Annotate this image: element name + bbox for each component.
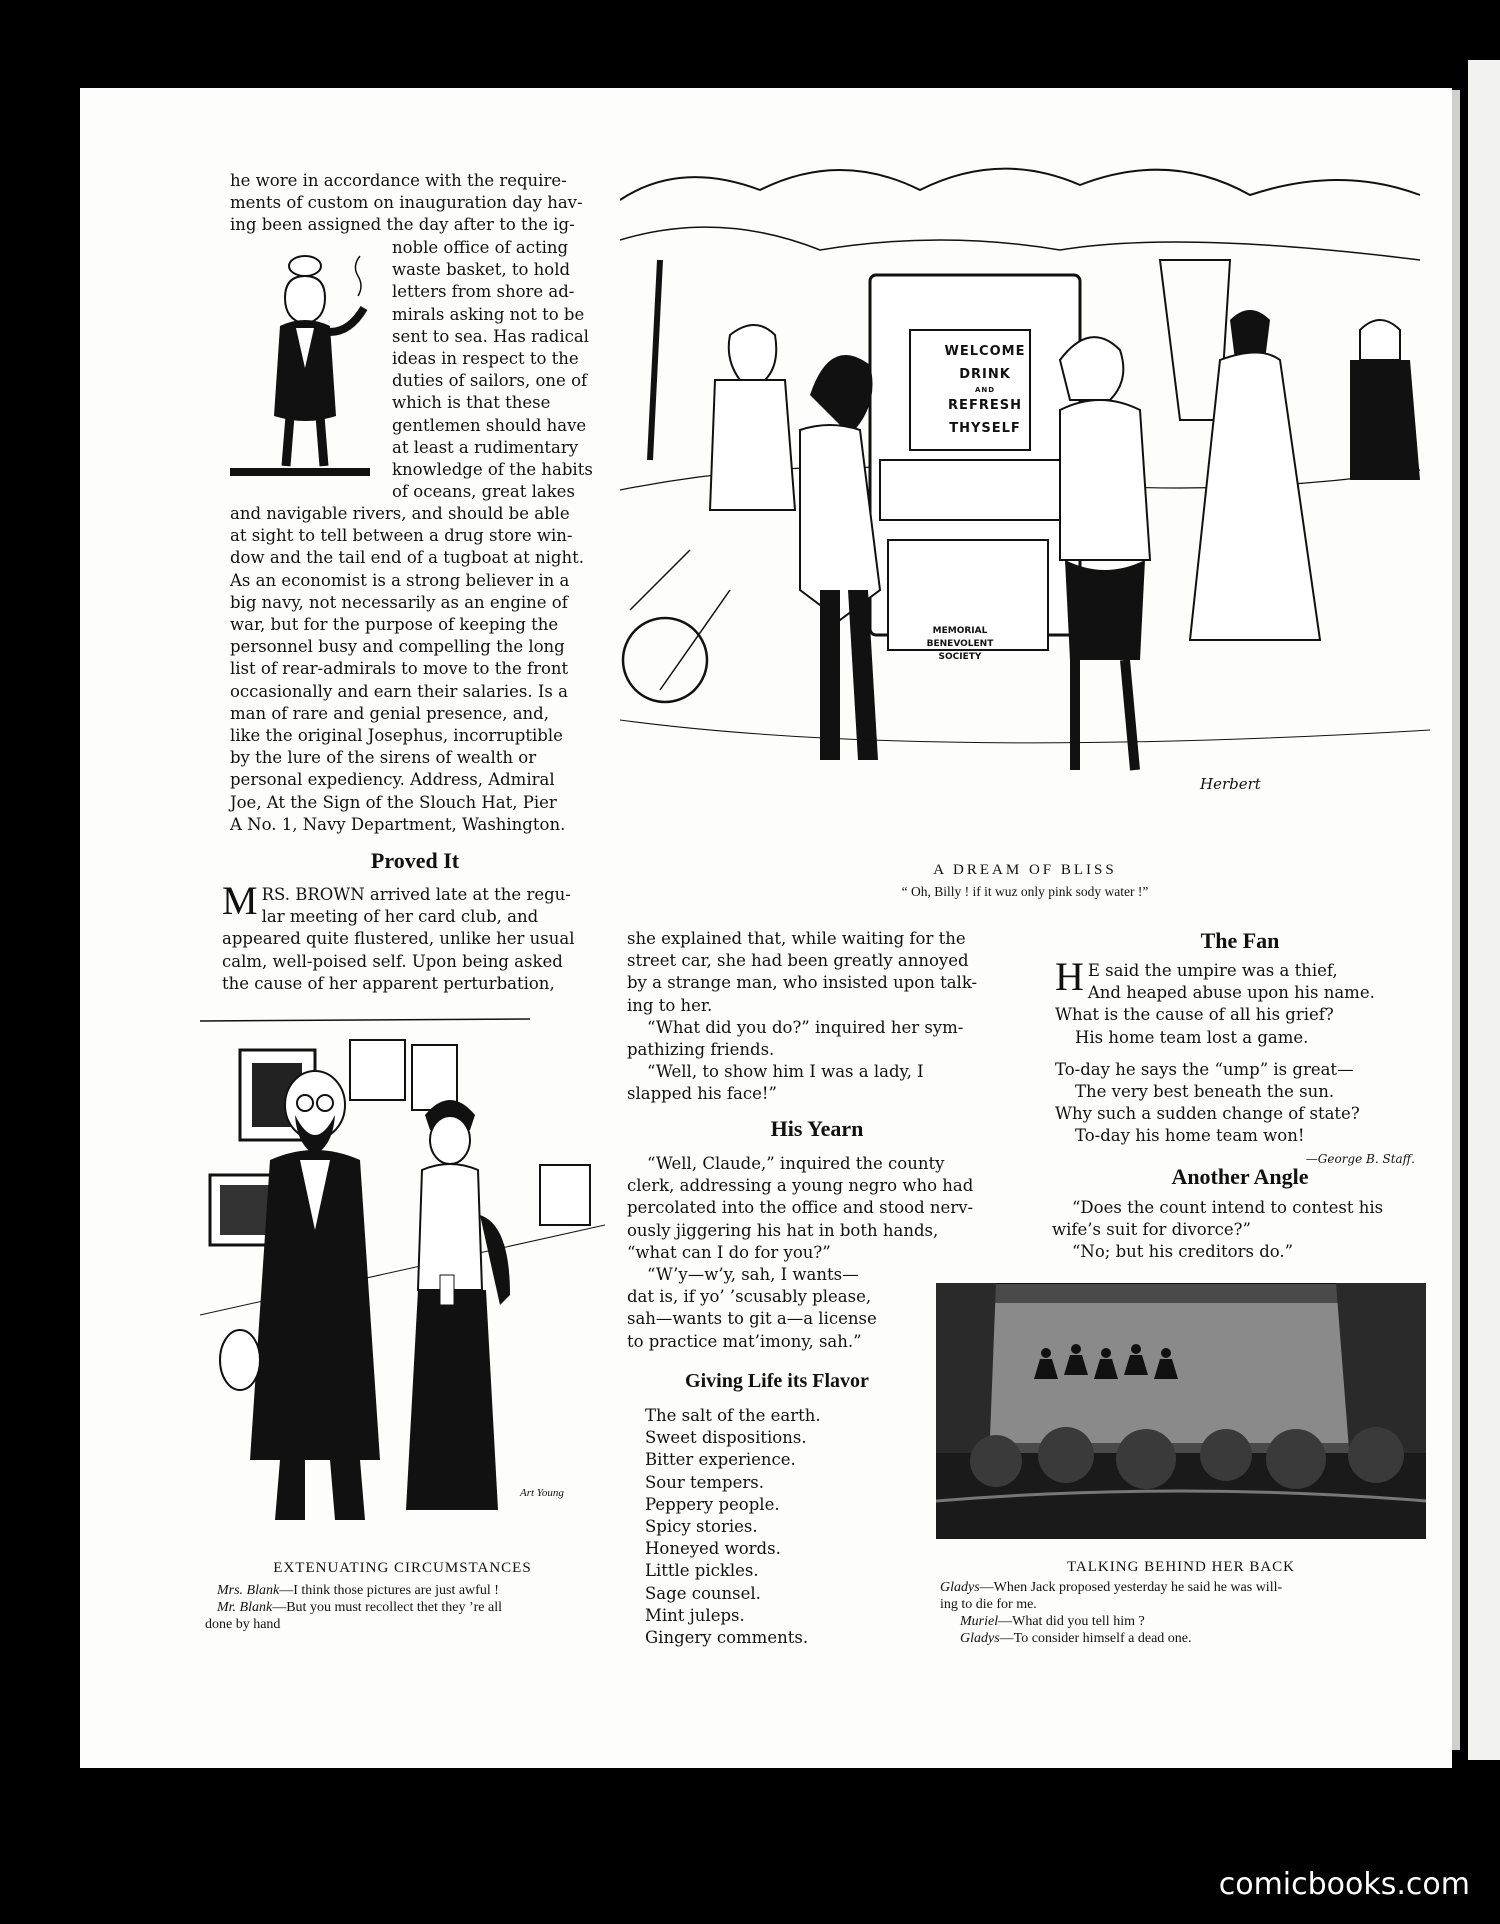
list-item: Sweet dispositions. [645,1428,807,1448]
sign-text: DRINK [959,367,1011,382]
text-line: gentlemen should have [392,415,587,435]
text-line: dat is, if yo’ ’scusably please, [627,1287,872,1307]
list-item: Sage counsel. [645,1583,761,1603]
site-watermark: comicbooks.com [1218,1867,1470,1902]
sign-text: REFRESH [948,398,1022,413]
article-wrap-text [392,237,600,503]
text-line: RS. BROWN arrived late at the regu- [261,885,571,904]
the-fan-heading: The Fan [1200,928,1280,953]
text-line: As an economist is a strong believer in a [230,570,570,590]
dialogue-text: —When Jack proposed yesterday he said he was will- [979,1580,1283,1595]
text-line: at least a rudimentary [392,437,579,457]
text-line: percolated into the office and stood nerv- [627,1198,974,1218]
sign-text: THYSELF [949,421,1021,436]
text-line: at sight to tell between a drug store win- [230,526,573,546]
text-line: “What did you do?” inquired her sym- [647,1017,964,1037]
text-line: slapped his face!” [627,1084,777,1104]
list-item: Spicy stories. [645,1517,758,1537]
speaker-name: Gladys [940,1580,980,1595]
text-line: man of rare and genial presence, and, [230,703,549,723]
fountain-plaque [895,625,1025,664]
text-line: ideas in respect to the [392,349,579,369]
drop-cap: H [1055,954,1084,999]
text-line: waste basket, to hold [392,260,571,280]
another-angle-heading: Another Angle [1171,1164,1309,1189]
text-line: he wore in accordance with the require- [230,171,567,190]
text-line: knowledge of the habits [392,460,593,480]
text-line: “No; but his creditors do.” [1072,1242,1294,1262]
list-item: The salt of the earth. [645,1406,821,1425]
his-yearn-heading: His Yearn [770,1116,864,1141]
article-tail-text [230,503,600,836]
plaque-text: SOCIETY [938,652,982,662]
talking-dialogue [940,1579,1430,1647]
text-line: “Well, to show him I was a lady, I [647,1062,924,1082]
list-item: Peppery people. [645,1494,780,1514]
text-line: sent to sea. Has radical [392,326,589,346]
text-line: calm, well-poised self. Upon being asked [222,951,563,971]
dialogue-text: ing to die for me. [940,1597,1037,1612]
list-item: Bitter experience. [645,1450,796,1470]
text-line: list of rear-admirals to move to the front [230,659,569,679]
text-line: dow and the tail end of a tugboat at night. [230,548,584,568]
poem-line: To-day his home team won! [1075,1126,1305,1146]
text-line: big navy, not necessarily as an engine of [230,592,568,612]
giving-life-heading: Giving Life its Flavor [685,1370,869,1392]
sign-text: AND [974,386,996,394]
extenuating-cartoon [200,1015,605,1545]
text-line: A No. 1, Navy Department, Washington. [230,814,566,834]
text-line: she explained that, while waiting for the [627,929,966,948]
text-line: pathizing friends. [627,1040,775,1060]
speaker-name: Mr. Blank [217,1600,273,1615]
text-line: and navigable rivers, and should be able [230,504,570,523]
text-line: personal expediency. Address, Admiral [230,770,555,790]
dialogue-text: —To consider himself a dead one. [999,1631,1192,1646]
proved-it-text [222,878,600,995]
poem-line: What is the cause of all his grief? [1055,1005,1334,1025]
theater-illustration [936,1283,1426,1539]
text-line: the cause of her apparent perturbation, [222,973,555,993]
another-angle-text [1052,1197,1432,1264]
extenuating-dialogue [205,1582,605,1633]
text-line: “W’y—w’y, sah, I wants— [647,1265,859,1285]
page-gutter-shadow [1452,90,1460,1750]
text-line: street car, she had been greatly annoyed [627,951,969,971]
drop-cap: M [222,878,258,923]
dialogue-text: done by hand [205,1617,281,1632]
poem-line: And heaped abuse upon his name. [1087,983,1375,1003]
text-line: ing been assigned the day after to the ig- [230,215,575,235]
dialogue-text: —But you must recollect thet they ’re all [272,1600,502,1615]
dialogue-text: —I think those pictures are just awful ! [279,1583,499,1598]
text-line: letters from shore ad- [392,282,575,302]
text-line: personnel busy and compelling the long [230,637,565,657]
dialogue-text: —What did you tell him ? [998,1614,1145,1629]
text-line: to practice mat’imony, sah.” [627,1331,862,1351]
the-fan-poem [1055,954,1435,1170]
text-line: by the lure of the sirens of wealth or [230,748,537,768]
text-line: “what can I do for you?” [627,1242,831,1262]
poem-author: —George B. Staff. [1305,1151,1415,1166]
text-line: like the original Josephus, incorruptible [230,726,563,746]
artist-signature: Herbert [1200,775,1261,793]
speaker-name: Mrs. Blank [217,1583,280,1598]
text-line: sah—wants to git a—a license [627,1309,877,1329]
plaque-text: BENEVOLENT [926,639,994,649]
dream-of-bliss-cartoon [620,160,1430,840]
poem-line: To-day he says the “ump” is great— [1055,1059,1354,1079]
text-line: “Well, Claude,” inquired the county [647,1154,945,1173]
poem-line: Why such a sudden change of state? [1055,1104,1360,1124]
proved-it-continued [627,928,1007,1106]
poem-line: His home team lost a game. [1075,1027,1309,1047]
text-line: lar meeting of her card club, and [261,907,539,927]
text-line: ously jiggering his hat in both hands, [627,1220,939,1240]
text-line: occasionally and earn their salaries. Is a [230,681,568,701]
list-item: Mint juleps. [645,1605,745,1625]
text-line: which is that these [392,393,551,413]
speaker-name: Gladys [960,1631,1000,1646]
text-line: of oceans, great lakes [392,482,575,502]
text-line: wife’s suit for divorce?” [1052,1220,1251,1240]
poem-line: The very best beneath the sun. [1075,1082,1335,1102]
list-item: Gingery comments. [645,1628,809,1648]
proved-it-heading: Proved It [370,848,460,873]
article-lead [230,170,600,237]
admiral-illustration [230,236,380,486]
adjacent-page-edge [1468,60,1500,1760]
text-line: appeared quite flustered, unlike her usual [222,929,575,949]
dream-caption-quote: “ Oh, Billy ! if it wuz only pink sody water !” [901,884,1149,899]
text-line: noble office of acting [392,238,569,257]
artist-signature: Art Young [520,1487,564,1499]
text-line: “Does the count intend to contest his [1072,1198,1384,1217]
extenuating-title: EXTENUATING CIRCUMSTANCES [273,1560,532,1576]
plaque-text: MEMORIAL [932,626,988,636]
text-line: ments of custom on inauguration day hav- [230,193,583,213]
talking-caption-title: TALKING BEHIND HER BACK [1066,1559,1296,1575]
list-item: Honeyed words. [645,1539,781,1559]
list-item: Sour tempers. [645,1472,764,1492]
list-item: Little pickles. [645,1561,759,1581]
text-line: mirals asking not to be [392,304,585,324]
text-line: by a strange man, who insisted upon talk- [627,973,978,993]
flavor-list [645,1405,945,1649]
welcome-sign [930,340,1040,440]
dream-caption-title: A DREAM OF BLISS [933,862,1117,878]
text-line: ing to her. [627,995,713,1015]
poem-line: E said the umpire was a thief, [1087,961,1338,980]
text-line: duties of sailors, one of [392,371,588,391]
text-line: Joe, At the Sign of the Slouch Hat, Pier [230,792,557,812]
text-line: war, but for the purpose of keeping the [230,615,559,635]
speaker-name: Muriel [960,1614,999,1629]
text-line: clerk, addressing a young negro who had [627,1176,974,1196]
sign-text: WELCOME [944,344,1026,359]
